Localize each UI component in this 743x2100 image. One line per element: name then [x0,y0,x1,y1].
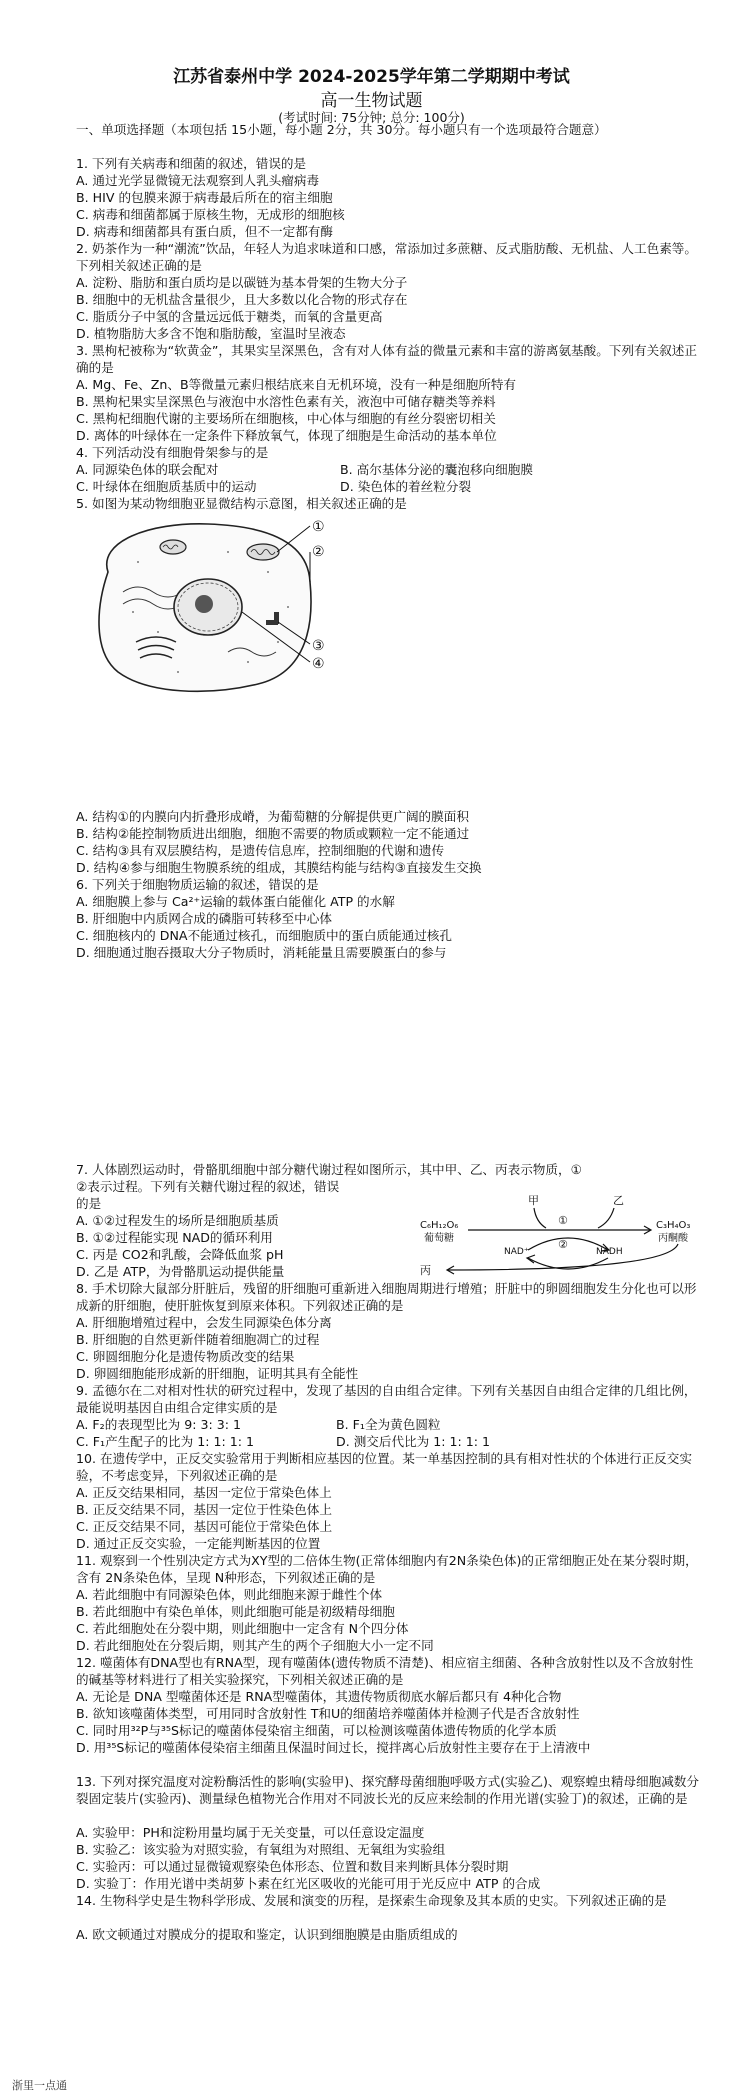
exam-info: (考试时间: 75分钟; 总分: 100分) [278,110,465,125]
q3-option-b: B. 黑枸杞果实呈深黑色与液泡中水溶性色素有关，液泡中可储存糖类等养料 [76,394,496,409]
q1-stem: 1. 下列有关病毒和细菌的叙述，错误的是 [76,156,307,171]
glycolysis-diagram [418,1192,710,1282]
q10-stem: 10. 在遗传学中，正反交实验常用于判断相应基因的位置。某一单基因控制的具有相对性状的个体进行正反交实验，不考虑变异，下列叙述正确的是 [76,1451,692,1483]
glucose-name: 葡萄糖 [424,1233,454,1244]
section-heading: 一、单项选择题（本项包括 15小题，每小题 2分，共 30分。每小题只有一个选项最符合题意） [76,122,607,137]
q4-option-b: B. 高尔基体分泌的囊泡移向细胞膜 [340,462,533,477]
q4-stem: 4. 下列活动没有细胞骨架参与的是 [76,445,269,460]
q1-option-c: C. 病毒和细菌都属于原核生物，无成形的细胞核 [76,207,345,222]
q1-option-d: D. 病毒和细菌都具有蛋白质，但不一定都有酶 [76,224,333,239]
q11-stem: 11. 观察到一个性别决定方式为XY型的二倍体生物(正常体细胞内有2N条染色体)的正常细胞正处在某分裂时期，含有 2N条染色体，呈现 N种形态，下列叙述正确的是 [76,1553,698,1585]
q6-option-d: D. 细胞通过胞吞摄取大分子物质时，消耗能量且需要膜蛋白的参与 [76,945,447,960]
q8-option-b: B. 肝细胞的自然更新伴随着细胞凋亡的过程 [76,1332,320,1347]
label-yi: 乙 [613,1194,624,1207]
q7-option-b: B. ①②过程能实现 NAD的循环利用 [76,1230,273,1245]
q6-stem: 6. 下列关于细胞物质运输的叙述，错误的是 [76,877,319,892]
q3-option-a: A. Mg、Fe、Zn、B等微量元素归根结底来自无机环境，没有一种是细胞所特有 [76,377,517,392]
q9-option-c: C. F₁产生配子的比为 1: 1: 1: 1 [76,1434,255,1449]
q9-option-b: B. F₁全为黄色圆粒 [336,1417,441,1432]
glucose-formula: C₆H₁₂O₆ [420,1220,459,1231]
q4-option-a: A. 同源染色体的联会配对 [76,462,219,477]
q12-option-d: D. 用³⁵S标记的噬菌体侵染宿主细菌且保温时间过长，搅拌离心后放射性主要存在于上清液中 [76,1740,591,1755]
q4-option-d: D. 染色体的着丝粒分裂 [340,479,472,494]
q14-stem: 14. 生物科学史是生物科学形成、发展和演变的历程，是探索生命现象及其本质的史实。下列叙述正确的是 [76,1893,667,1908]
q10-option-a: A. 正反交结果相同，基因一定位于常染色体上 [76,1485,332,1500]
q7-option-d: D. 乙是 ATP，为骨骼肌运动提供能量 [76,1264,285,1279]
q9-option-d: D. 测交后代比为 1: 1: 1: 1 [336,1434,491,1449]
q5-option-b: B. 结构②能控制物质进出细胞，细胞不需要的物质或颗粒一定不能通过 [76,826,470,841]
q12-option-a: A. 无论是 DNA 型噬菌体还是 RNA型噬菌体，其遗传物质彻底水解后都只有 4种化合物 [76,1689,562,1704]
subject-title: 高一生物试题 [320,91,423,111]
q5-stem: 5. 如图为某动物细胞亚显微结构示意图，相关叙述正确的是 [76,496,407,511]
q2-option-b: B. 细胞中的无机盐含量很少，且大多数以化合物的形式存在 [76,292,408,307]
q7-stem-line2: ②表示过程。下列有关糖代谢过程的叙述，错误 [76,1179,340,1194]
q2-stem: 2. 奶茶作为一种“潮流”饮品，年轻人为追求味道和口感，常添加过多蔗糖、反式脂肪酸、无机盐、人工色素等。下列相关叙述正确的是 [76,241,697,273]
q2-option-d: D. 植物脂肪大多含不饱和脂肪酸，室温时呈液态 [76,326,346,341]
q3-option-c: C. 黑枸杞细胞代谢的主要场所在细胞核，中心体与细胞的有丝分裂密切相关 [76,411,496,426]
q6-option-c: C. 细胞核内的 DNA不能通过核孔，而细胞质中的蛋白质能通过核孔 [76,928,452,943]
cell-label-2: ② [312,544,325,560]
q12-stem: 12. 噬菌体有DNA型也有RNA型，现有噬菌体(遗传物质不清楚)、相应宿主细菌、各种含放射性以及不含放射性的碱基等材料进行了相关实验探究，下列相关叙述正确的是 [76,1655,694,1687]
q13-option-d: D. 实验丁：作用光谱中类胡萝卜素在红光区吸收的光能可用于光反应中 ATP 的合成 [76,1876,541,1891]
q7-option-c: C. 丙是 CO2和乳酸，会降低血浆 pH [76,1247,284,1262]
nucleolus [195,595,213,613]
cell-label-3: ③ [312,638,325,654]
q10-option-d: D. 通过正反交实验，一定能判断基因的位置 [76,1536,321,1551]
q6-option-b: B. 肝细胞中内质网合成的磷脂可转移至中心体 [76,911,332,926]
q1-option-b: B. HIV 的包膜来源于病毒最后所在的宿主细胞 [76,190,333,205]
q5-option-a: A. 结构①的内膜向内折叠形成嵴，为葡萄糖的分解提供更广阔的膜面积 [76,809,469,824]
cell-label-4: ④ [312,656,325,672]
q3-stem: 3. 黑枸杞被称为“软黄金”，其果实呈深黑色，含有对人体有益的微量元素和丰富的游离氨基酸。下列有关叙述正确的是 [76,343,697,375]
q8-option-c: C. 卵圆细胞分化是遗传物质改变的结果 [76,1349,295,1364]
cell-diagram [78,512,338,702]
q10-option-c: C. 正反交结果不同，基因可能位于常染色体上 [76,1519,333,1534]
q11-option-b: B. 若此细胞中有染色单体，则此细胞可能是初级精母细胞 [76,1604,395,1619]
q11-option-d: D. 若此细胞处在分裂后期，则其产生的两个子细胞大小一定不同 [76,1638,434,1653]
q11-option-c: C. 若此细胞处在分裂中期，则此细胞中一定含有 N个四分体 [76,1621,409,1636]
q10-option-b: B. 正反交结果不同，基因一定位于性染色体上 [76,1502,332,1517]
q8-stem: 8. 手术切除大鼠部分肝脏后，残留的肝细胞可重新进入细胞周期进行增殖；肝脏中的卵圆细胞发生分化也可以形成新的肝细胞，使肝脏恢复到原来体积。下列叙述正确的是 [76,1281,697,1313]
q7-stem-line3: 的是 [76,1196,102,1211]
q6-option-a: A. 细胞膜上参与 Ca²⁺运输的载体蛋白能催化 ATP 的水解 [76,894,395,909]
q2-option-a: A. 淀粉、脂肪和蛋白质均是以碳链为基本骨架的生物大分子 [76,275,408,290]
q13-option-b: B. 实验乙：该实验为对照实验，有氧组为对照组、无氧组为实验组 [76,1842,446,1857]
label-nadh: NADH [596,1247,623,1257]
label-jia: 甲 [528,1194,539,1207]
q13-stem: 13. 下列对探究温度对淀粉酶活性的影响(实验甲)、探究酵母菌细胞呼吸方式(实验乙)、观察蝗虫精母细胞减数分裂固定装片(实验丙)、测量绿色植物光合作用对不同波长光的反应来绘制的作用光谱(实验丁)的叙述，正确的是 [76,1774,699,1806]
q7-option-a: A. ①②过程发生的场所是细胞质基质 [76,1213,279,1228]
q3-option-d: D. 离体的叶绿体在一定条件下释放氧气，体现了细胞是生命活动的基本单位 [76,428,497,443]
label-nad: NAD⁺ [504,1247,529,1257]
q9-stem: 9. 孟德尔在二对相对性状的研究过程中，发现了基因的自由组合定律。下列有关基因自由组合定律的几组比例，最能说明基因自由组合定律实质的是 [76,1383,697,1415]
q12-option-c: C. 同时用³²P与³⁵S标记的噬菌体侵染宿主细菌，可以检测该噬菌体遗传物质的化学本质 [76,1723,557,1738]
q5-option-d: D. 结构④参与细胞生物膜系统的组成，其膜结构能与结构③直接发生交换 [76,860,482,875]
cell-label-1: ① [312,519,325,535]
q12-option-b: B. 欲知该噬菌体类型，可用同时含放射性 T和U的细菌培养噬菌体并检测子代是否含放射性 [76,1706,580,1721]
q1-option-a: A. 通过光学显微镜无法观察到人乳头瘤病毒 [76,173,320,188]
step-1: ① [558,1214,568,1227]
pyruvate-formula: C₃H₄O₃ [656,1220,691,1231]
step-2: ② [558,1238,568,1251]
q7-stem-line1: 7. 人体剧烈运动时，骨骼肌细胞中部分糖代谢过程如图所示，其中甲、乙、丙表示物质，① [76,1162,582,1177]
pyruvate-name: 丙酮酸 [658,1233,688,1244]
q13-option-a: A. 实验甲：PH和淀粉用量均属于无关变量，可以任意设定温度 [76,1825,425,1840]
q13-option-c: C. 实验丙：可以通过显微镜观察染色体形态、位置和数目来判断具体分裂时期 [76,1859,509,1874]
q5-option-c: C. 结构③具有双层膜结构，是遗传信息库，控制细胞的代谢和遗传 [76,843,445,858]
q4-option-c: C. 叶绿体在细胞质基质中的运动 [76,479,257,494]
q8-option-a: A. 肝细胞增殖过程中，会发生同源染色体分离 [76,1315,332,1330]
footer-watermark: 浙里一点通 [12,2079,67,2092]
q2-option-c: C. 脂质分子中氢的含量远远低于糖类，而氧的含量更高 [76,309,383,324]
q9-option-a: A. F₂的表现型比为 9: 3: 3: 1 [76,1417,242,1432]
q14-option-a: A. 欧文顿通过对膜成分的提取和鉴定，认识到细胞膜是由脂质组成的 [76,1927,458,1942]
label-bing: 丙 [420,1264,431,1277]
q8-option-d: D. 卵圆细胞能形成新的肝细胞，证明其具有全能性 [76,1366,359,1381]
q11-option-a: A. 若此细胞中有同源染色体，则此细胞来源于雌性个体 [76,1587,383,1602]
exam-title: 江苏省泰州中学 2024-2025学年第二学期期中考试 [173,67,570,87]
